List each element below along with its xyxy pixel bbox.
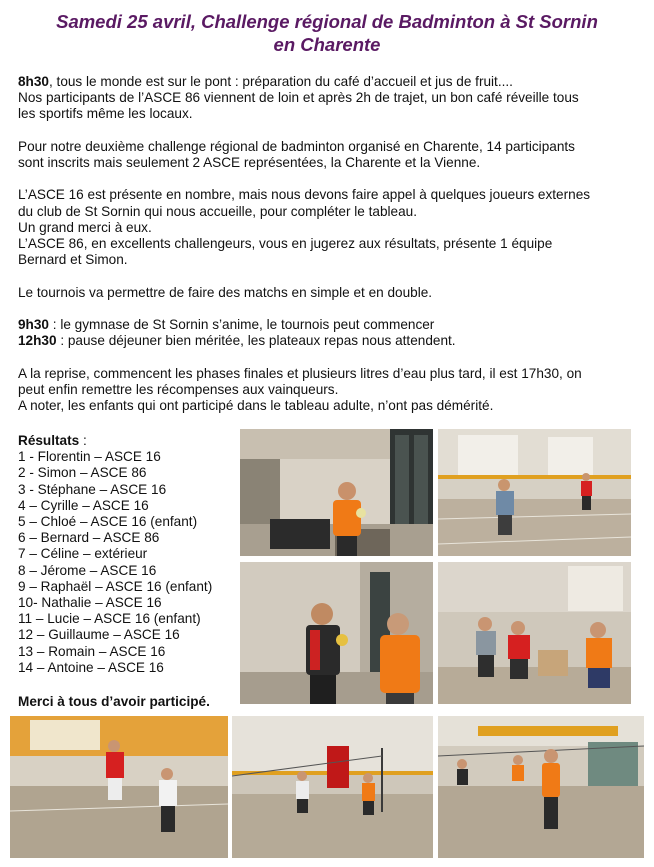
photo-gym-match — [438, 429, 631, 556]
time-9h30: 9h30 — [18, 316, 49, 332]
article-body — [18, 74, 640, 430]
list-item: 9 – Raphaël – ASCE 16 (enfant) — [18, 578, 213, 594]
photo-award-ceremony — [240, 562, 433, 704]
thanks-text: Merci à tous d’avoir participé. — [18, 694, 210, 709]
list-item: 6 – Bernard – ASCE 86 — [18, 530, 160, 546]
title-line-1: Samedi 25 avril, Challenge régional de Badminton à St Sornin — [56, 11, 598, 32]
title-line-2: en Charente — [273, 34, 381, 55]
list-item: 13 – Romain – ASCE 16 — [18, 643, 166, 659]
photo-trophy-player — [240, 429, 433, 556]
list-item: 1 - Florentin – ASCE 16 — [18, 449, 161, 465]
time-12h30: 12h30 — [18, 333, 57, 349]
photo-girl-racket — [438, 716, 644, 858]
list-item: 4 – Cyrille – ASCE 16 — [18, 497, 149, 513]
list-item: 11 – Lucie – ASCE 16 (enfant) — [18, 611, 201, 627]
photo-doubles-game — [232, 716, 433, 858]
list-item: 3 - Stéphane – ASCE 16 — [18, 481, 167, 497]
list-item: 12 – Guillaume – ASCE 16 — [18, 627, 180, 643]
list-item: 10- Nathalie – ASCE 16 — [18, 595, 162, 611]
results-heading: Résultats : — [18, 433, 87, 448]
results-section — [18, 433, 238, 676]
photo-seated-players — [438, 562, 631, 704]
paragraph-finals: A la reprise, commencent les phases finales et plusieurs litres d’eau plus tard, il est 17h30, on peut enfin remettre les récompenses aux vainqueurs. A noter, les enfants qui ont participé dans le tableau adulte, n’ont pas démérité. — [18, 365, 582, 413]
list-item: 7 – Céline – extérieur — [18, 546, 148, 562]
paragraph-arrival: 8h30, tous le monde est sur le pont : préparation du café d’accueil et jus de fruit.... Nos participants de l’ASCE 86 viennent de loin et après 2h de trajet, un bon café réveille tous les sportifs même les locaux. — [18, 74, 579, 122]
list-item: 5 – Chloé – ASCE 16 (enfant) — [18, 514, 198, 530]
paragraph-teams: L’ASCE 16 est présente en nombre, mais nous devons faire appel à quelques joueurs externes du club de St Sornin qui nous accueille, pour compléter le tableau. Un grand merci à eux. L’ASCE 86, en excellents challengeurs, vous en jugerez aux résultats, présente 1 équipe Bernard et Simon. — [18, 187, 591, 268]
list-item: 8 – Jérome – ASCE 16 — [18, 562, 157, 578]
list-item: 2 - Simon – ASCE 86 — [18, 465, 147, 481]
paragraph-challenge: Pour notre deuxième challenge régional de badminton organisé en Charente, 14 participants sont inscrits mais seulement 2 ASCE représentées, la Charente et la Vienne. — [18, 138, 575, 170]
time-8h30: 8h30 — [18, 74, 49, 89]
photo-kids-playing — [10, 716, 228, 858]
results-list — [18, 449, 238, 676]
page-title — [10, 10, 644, 56]
paragraph-schedule: 9h30 : le gymnase de St Sornin s’anime, le tournois peut commencer 12h30 : pause déjeuner bien méritée, les plateaux repas nous attendent. — [18, 316, 456, 349]
list-item: 14 – Antoine – ASCE 16 — [18, 659, 164, 675]
paragraph-tournament: Le tournois va permettre de faire des matchs en simple et en double. — [18, 284, 433, 300]
